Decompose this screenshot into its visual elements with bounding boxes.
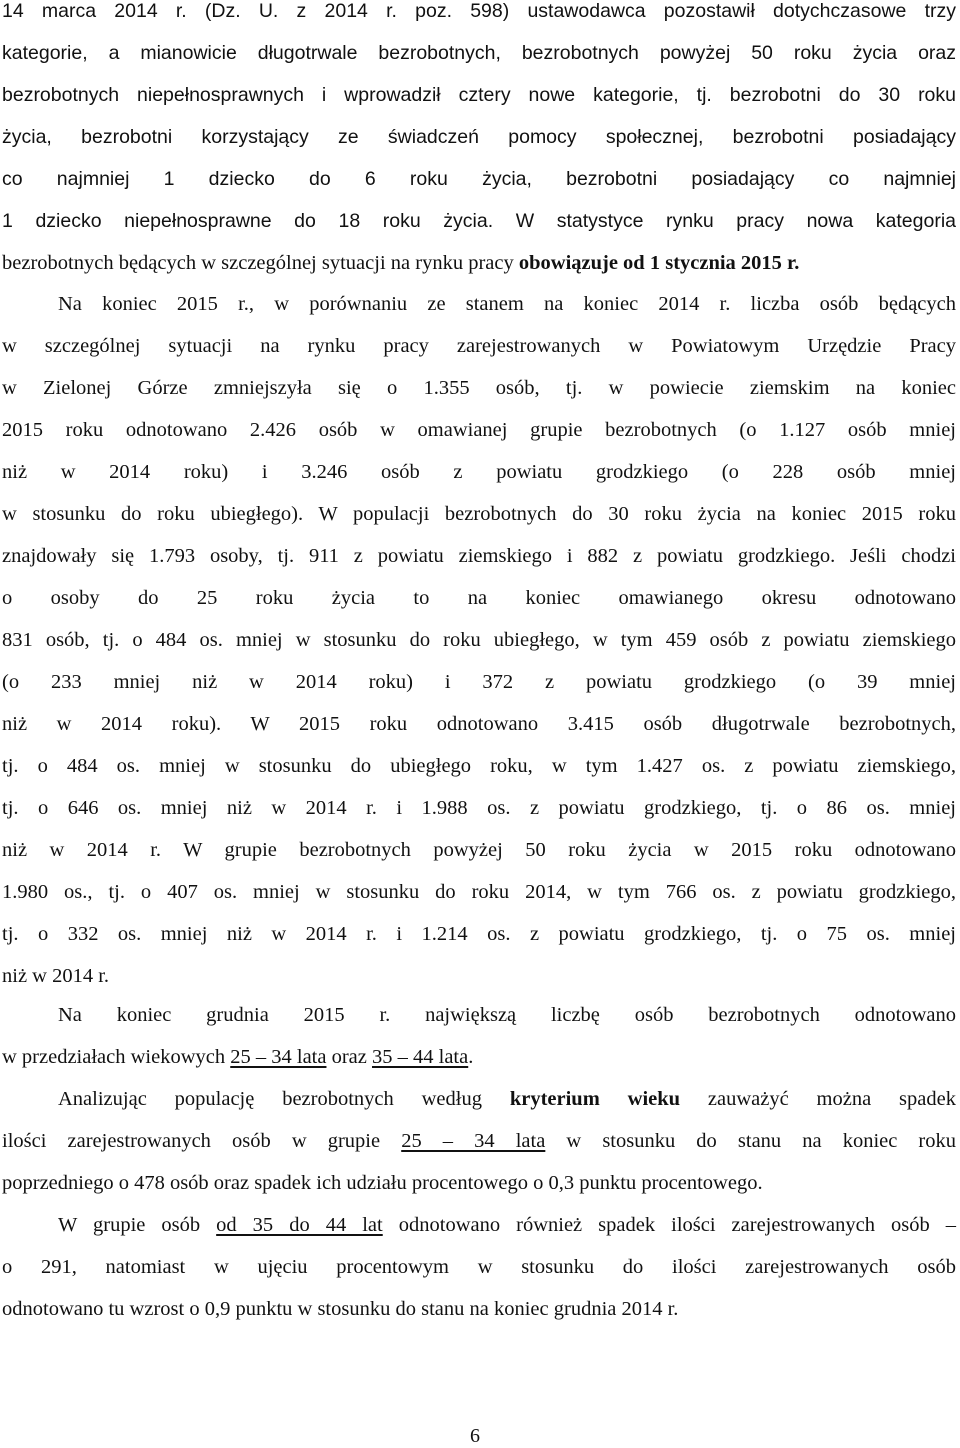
text-line [2,1169,956,1197]
bold-text: kryterium wieku [509,1088,681,1110]
text-segment: w Zielonej Górze zmniejszyła się o 1.355 osób, tj. w powiecie ziemskim na koniec [2,377,956,399]
underlined-text: 25 – 34 lata [230,1046,327,1068]
text-segment: Analizując populację bezrobotnych według [58,1088,510,1110]
text-segment: ilości zarejestrowanych osób w grupie [2,1130,402,1152]
text-segment: co najmniej 1 dziecko do 6 roku życia, bezrobotni posiadający co najmniej [2,168,956,190]
text-line [2,374,956,402]
text-segment: niż w 2014 roku) i 3.246 osób z powiatu grodzkiego (o 228 osób mniej [2,461,956,483]
text-segment: zauważyć można spadek [680,1088,956,1110]
text-segment: 831 osób, tj. o 484 os. mniej w stosunku do roku ubiegłego, w tym 459 osób z powiatu ziemskiego [2,629,956,651]
text-line [2,878,956,906]
text-segment: 1.980 os., tj. o 407 os. mniej w stosunku do roku 2014, w tym 766 os. z powiatu grodzkiego, [2,881,956,903]
text-line [2,1127,956,1155]
text-line [2,165,956,193]
text-segment: 14 marca 2014 r. (Dz. U. z 2014 r. poz. 598) ustawodawca pozostawił dotychczasowe trzy [2,0,956,22]
text-segment: Na koniec grudnia 2015 r. największą liczbę osób bezrobotnych odnotowano [58,1004,956,1026]
text-line [2,710,956,738]
text-segment: odnotowano tu wzrost o 0,9 punktu w stosunku do stanu na koniec grudnia 2014 r. [2,1298,679,1320]
text-line [2,752,956,780]
text-segment: odnotowano również spadek ilości zarejestrowanych osób – [382,1214,956,1236]
text-line [2,794,956,822]
text-line [2,249,956,277]
underlined-text: od 35 do 44 lat [216,1214,383,1236]
text-segment: W grupie osób [58,1214,217,1236]
text-segment: tj. o 646 os. mniej niż w 2014 r. i 1.988 os. z powiatu grodzkiego, tj. o 86 os. mniej [2,797,956,819]
text-line [2,542,956,570]
text-segment: niż w 2014 r. [2,965,110,987]
text-line [2,458,956,486]
page-number: 6 [470,1425,480,1447]
text-segment: niż w 2014 r. W grupie bezrobotnych powyżej 50 roku życia w 2015 roku odnotowano [2,839,956,861]
text-segment: bezrobotnych będących w szczególnej sytuacji na rynku pracy [2,252,519,274]
text-line [2,1295,956,1323]
text-line [2,1253,956,1281]
text-segment: bezrobotnych niepełnosprawnych i wprowadził cztery nowe kategorie, tj. bezrobotni do 30 roku [2,84,956,106]
text-line [2,123,956,151]
text-segment: życia, bezrobotni korzystający ze świadczeń pomocy społecznej, bezrobotni posiadający [2,126,956,148]
text-line [2,81,956,109]
text-segment: poprzedniego o 478 osób oraz spadek ich udziału procentowego o 0,3 punktu procentowego. [2,1172,763,1194]
text-line [2,962,956,990]
text-line [2,626,956,654]
text-segment: . [468,1046,474,1068]
text-segment: w stosunku do roku ubiegłego). W populacji bezrobotnych do 30 roku życia na koniec 2015 roku [2,503,956,525]
text-line [2,1043,956,1071]
text-line [58,290,956,318]
text-segment: znajdowały się 1.793 osoby, tj. 911 z powiatu ziemskiego i 882 z powiatu grodzkiego. Jeśli chodzi [2,545,956,567]
underlined-text: 35 – 44 lata [372,1046,469,1068]
bold-text: obowiązuje od 1 stycznia 2015 r. [518,252,800,274]
text-segment: tj. o 484 os. mniej w stosunku do ubiegłego roku, w tym 1.427 os. z powiatu ziemskiego, [2,755,956,777]
text-segment: o osoby do 25 roku życia to na koniec omawianego okresu odnotowano [2,587,956,609]
text-segment: o 291, natomiast w ujęciu procentowym w stosunku do ilości zarejestrowanych osób [2,1256,956,1278]
text-segment: kategorie, a mianowicie długotrwale bezrobotnych, bezrobotnych powyżej 50 roku życia oraz [2,42,956,64]
text-line [2,584,956,612]
text-line [2,416,956,444]
text-line [2,500,956,528]
text-segment: oraz [326,1046,372,1068]
text-line [2,920,956,948]
text-segment: 1 dziecko niepełnosprawne do 18 roku życia. W statystyce rynku pracy nowa kategoria [2,210,956,232]
underlined-text: 25 – 34 lata [401,1130,546,1152]
text-line [58,1085,956,1113]
text-segment: 2015 roku odnotowano 2.426 osób w omawianej grupie bezrobotnych (o 1.127 osób mniej [2,419,956,441]
text-line [2,668,956,696]
text-line [2,39,956,67]
text-segment: w przedziałach wiekowych [2,1046,231,1068]
text-segment: w stosunku do stanu na koniec roku [545,1130,957,1152]
text-line [58,1211,956,1239]
text-segment: (o 233 mniej niż w 2014 roku) i 372 z powiatu grodzkiego (o 39 mniej [2,671,956,693]
text-line [2,332,956,360]
text-line [2,0,956,25]
text-segment: w szczególnej sytuacji na rynku pracy zarejestrowanych w Powiatowym Urzędzie Pracy [2,335,956,357]
text-segment: Na koniec 2015 r., w porównaniu ze stanem na koniec 2014 r. liczba osób będących [58,293,956,315]
text-line [58,1001,956,1029]
text-line [2,207,956,235]
text-line [2,836,956,864]
text-segment: niż w 2014 roku). W 2015 roku odnotowano 3.415 osób długotrwale bezrobotnych, [2,713,956,735]
text-segment: tj. o 332 os. mniej niż w 2014 r. i 1.214 os. z powiatu grodzkiego, tj. o 75 os. mniej [2,923,956,945]
